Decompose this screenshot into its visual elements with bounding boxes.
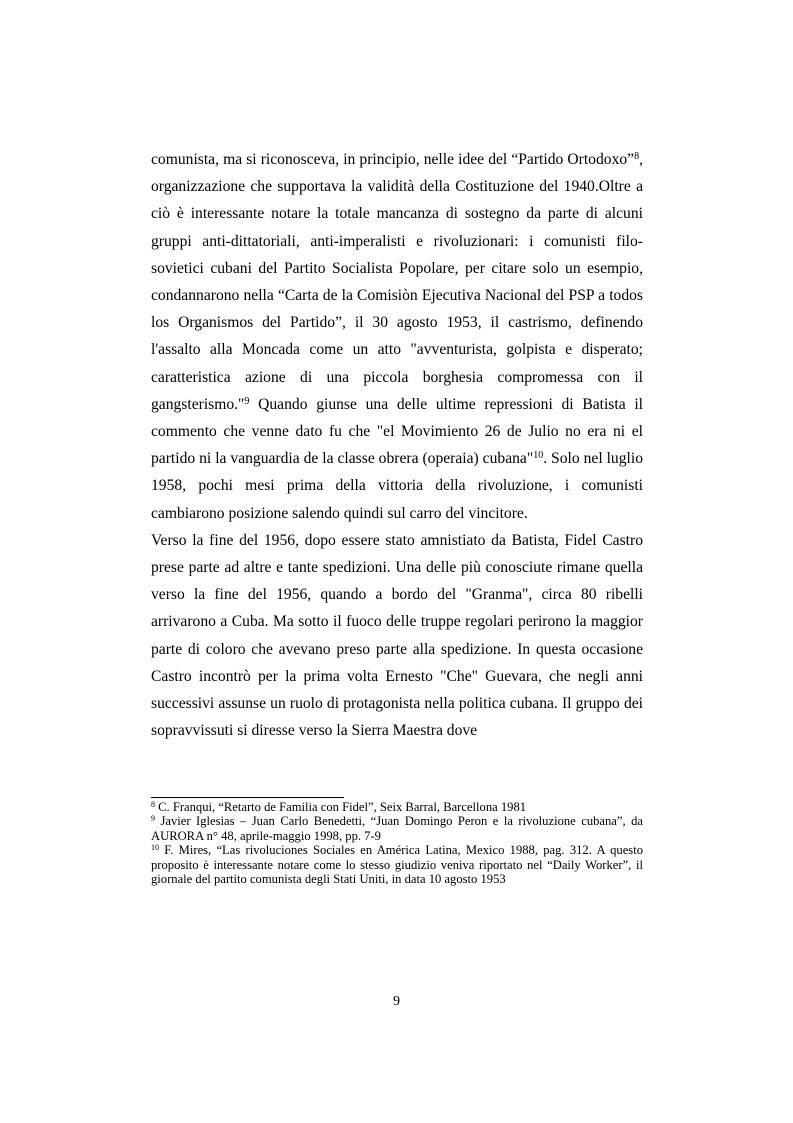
paragraph-2	[151, 527, 643, 745]
footnote-ref-10[interactable]: 10	[533, 450, 544, 462]
footnote-text-10: F. Mires, “Las rivoluciones Sociales en América Latina, Mexico 1988, pag. 312. A questo proposito è interessante notare come lo stesso giudizio veniva riportato nel “Daily Worker”, il giornale del partito comunista degli Stati Uniti, in data 10 agosto 1953	[151, 843, 643, 887]
footnote-number-9: 9	[151, 814, 155, 824]
paragraph-1-seg-0: comunista, ma si riconosceva, in principio, nelle idee del “Partido Ortodoxo”	[151, 151, 635, 168]
page-number: 9	[393, 994, 400, 1009]
footnotes	[151, 800, 643, 886]
footnote-text-9: Javier Iglesias – Juan Carlo Benedetti, “Juan Domingo Peron e la rivoluzione cubana”, da AURORA n° 48, aprile-maggio 1998, pp. 7-9	[151, 814, 643, 843]
footnote-divider	[151, 797, 344, 798]
footnote-9	[151, 814, 643, 843]
footnote-text-8: C. Franqui, “Retarto de Familia con Fidel”, Seix Barral, Barcellona 1981	[155, 800, 527, 814]
footnote-ref-9[interactable]: 9	[244, 395, 250, 407]
paragraph-1-seg-2: , organizzazione che supportava la validità della Costituzione del 1940.Oltre a ciò è interessante notare la totale mancanza di sostegno da parte di alcuni gruppi anti-dittatoriali, anti-imperalisti e rivoluzionari: i comunisti filo-sovietici cubani del Partito Socialista Popolare, per citare solo un esempio, condannarono nella “Carta de la Comisiòn Ejecutiva Nacional del PSP a todos los Organismos del Partido”, il 30 agosto 1953, il castrismo, definendo l'assalto alla Moncada come un atto "avventurista, golpista e disperato; caratteristica azione di una piccola borghesia compromessa con il gangsterismo."	[151, 151, 643, 413]
paragraph-1-seg-4: Quando giunse una delle ultime repressioni di Batista il commento che venne dato fu che "el Movimiento 26 de Julio no era ni el partido ni la vanguardia de la classe obrera (operaia) cubana"	[151, 395, 643, 468]
paragraph-1-seg-6: . Solo nel luglio 1958, pochi mesi prima della vittoria della rivoluzione, i comunisti cambiarono posizione salendo quindi sul carro del vincitore.	[151, 450, 643, 522]
body-text	[151, 146, 643, 744]
footnote-number-10: 10	[151, 843, 159, 853]
paragraph-1	[151, 146, 643, 527]
footnote-number-8: 8	[151, 800, 155, 809]
footnote-ref-8[interactable]: 8	[634, 151, 640, 162]
paragraph-2-seg-0: Verso la fine del 1956, dopo essere stato amnistiato da Batista, Fidel Castro prese parte ad altre e tante spedizioni. Una delle più conosciute rimane quella verso la fine del 1956, quando a bordo del "Granma", circa 80 ribelli arrivarono a Cuba. Ma sotto il fuoco delle truppe regolari perirono la maggior parte di coloro che avevano preso parte alla spedizione. In questa occasione Castro incontrò per la prima volta Ernesto "Che" Guevara, che negli anni successivi assunse un ruolo di protagonista nella politica cubana. Il gruppo dei sopravvissuti si diresse verso la Sierra Maestra dove	[151, 531, 643, 740]
footnote-10	[151, 843, 643, 886]
footnote-8	[151, 800, 643, 814]
